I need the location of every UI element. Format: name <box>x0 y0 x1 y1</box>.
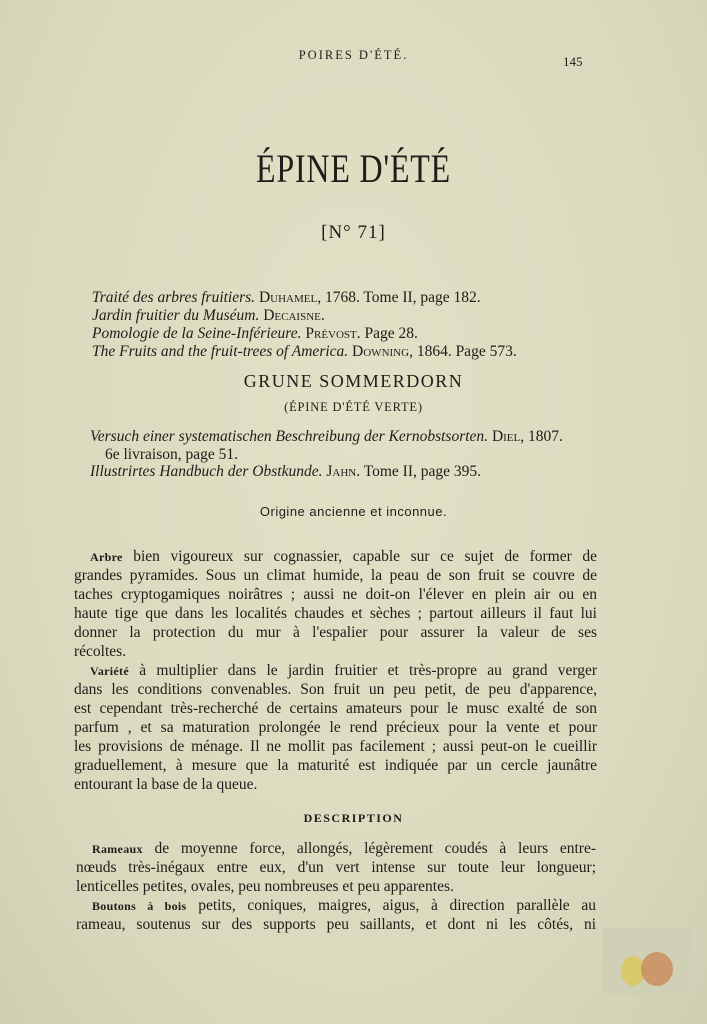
reference-work: The Fruits and the fruit-trees of America. <box>92 343 349 360</box>
reference-author: Jahn <box>326 463 357 480</box>
variety-number: [N° 71] <box>321 222 386 243</box>
text-line: dans les conditions convenables. Son fruit un peu petit, de peu d'apparence, <box>74 681 597 698</box>
synonym-title: GRUNE SOMMERDORN <box>243 371 464 391</box>
reference-author: Diel <box>491 428 521 445</box>
pear-illustration-thumbnail <box>603 928 693 994</box>
page-title: ÉPINE D'ÉTÉ <box>256 146 451 191</box>
reference-author: Downing <box>352 343 410 360</box>
reference <box>92 307 325 325</box>
reference <box>90 463 481 481</box>
text-line: rameau, soutenus sur des supports peu saillants, et dont ni les côtés, ni <box>76 916 596 933</box>
lead-word: Arbre <box>90 550 123 564</box>
text: bien vigoureux sur cognassier, capable sur ce sujet de former de <box>133 548 597 565</box>
reference-work: Illustrirtes Handbuch der Obstkunde. <box>90 463 323 480</box>
text-line: est cependant très-recherché de certains amateurs pour le musc exalté de son <box>74 700 597 717</box>
running-title: POIRES D'ÉTÉ. <box>298 48 409 62</box>
description-heading: DESCRIPTION <box>303 811 404 825</box>
reference <box>92 289 481 307</box>
page-number: 145 <box>563 54 583 69</box>
text-line: nœuds très-inégaux entre eux, d'un vert intense sur toute leur longueur; <box>76 859 596 876</box>
text: à multiplier dans le jardin fruitier et très-propre au grand verger <box>139 662 598 679</box>
text: de moyenne force, allongés, légèrement coudés à leurs entre- <box>154 840 596 857</box>
reference-work: Versuch einer systematischen Beschreibung der Kernobstsorten. <box>90 428 489 445</box>
lead-word: Rameaux <box>92 842 143 856</box>
reference-work: Pomologie de la Seine-Inférieure. <box>92 325 302 342</box>
reference-author: Duhamel <box>258 289 318 306</box>
text-line: graduellement, à mesure que la maturité est indiquée par un cercle jaunâtre <box>74 757 597 774</box>
text-line: haute tige que dans les localités chaudes et sèches ; partout ailleurs il faut lui <box>74 605 597 622</box>
text-line: taches cryptogamiques noirâtres ; aussi ne doit-on l'élever en plein air ou en <box>74 586 597 603</box>
text-line: récoltes. <box>74 643 127 660</box>
text-line <box>90 662 597 680</box>
text: petits, coniques, maigres, aigus, à direction parallèle au <box>198 897 596 914</box>
lead-word: Boutons à bois <box>92 899 187 913</box>
reference-author: Decaisne <box>263 307 321 324</box>
synonym-subtitle: (ÉPINE D'ÉTÉ VERTE) <box>284 400 423 414</box>
lead-word: Variété <box>90 664 129 678</box>
text-line: entourant la base de la queue. <box>74 776 258 793</box>
text-line: grandes pyramides. Sous un climat humide, la peau de son fruit se couvre de <box>74 567 597 584</box>
text-line <box>90 548 597 566</box>
reference <box>92 325 418 343</box>
reference-detail: . <box>320 307 325 324</box>
reference-author: Prévost <box>305 325 357 342</box>
text-line: donner la protection du mur à l'espalier pour assurer la valeur de ses <box>74 624 597 641</box>
text-line <box>92 897 596 915</box>
reference <box>90 428 563 446</box>
origin-line: Origine ancienne et inconnue. <box>259 504 448 519</box>
pear-shape <box>641 952 673 986</box>
reference-detail: . Page 28. <box>356 325 418 342</box>
reference <box>92 343 517 361</box>
reference-detail: , 1864. Page 573. <box>409 343 517 360</box>
reference-detail: 6e livraison, page 51. <box>105 446 239 463</box>
reference-work: Traité des arbres fruitiers. <box>92 289 256 306</box>
reference-detail: , 1768. Tome II, page 182. <box>317 289 481 306</box>
reference <box>105 446 238 464</box>
reference-detail: . Tome II, page 395. <box>356 463 481 480</box>
reference-work: Jardin fruitier du Muséum. <box>92 307 260 324</box>
reference-detail: , 1807. <box>520 428 563 445</box>
text-line <box>92 840 596 858</box>
text-line: lenticelles petites, ovales, peu nombreuses et peu apparentes. <box>76 878 454 895</box>
text-line: parfum , et sa maturation prolongée le rend précieux pour la vente et pour <box>74 719 597 736</box>
text-line: les provisions de ménage. Il ne mollit pas facilement ; aussi peut-on le cueillir <box>74 738 597 755</box>
